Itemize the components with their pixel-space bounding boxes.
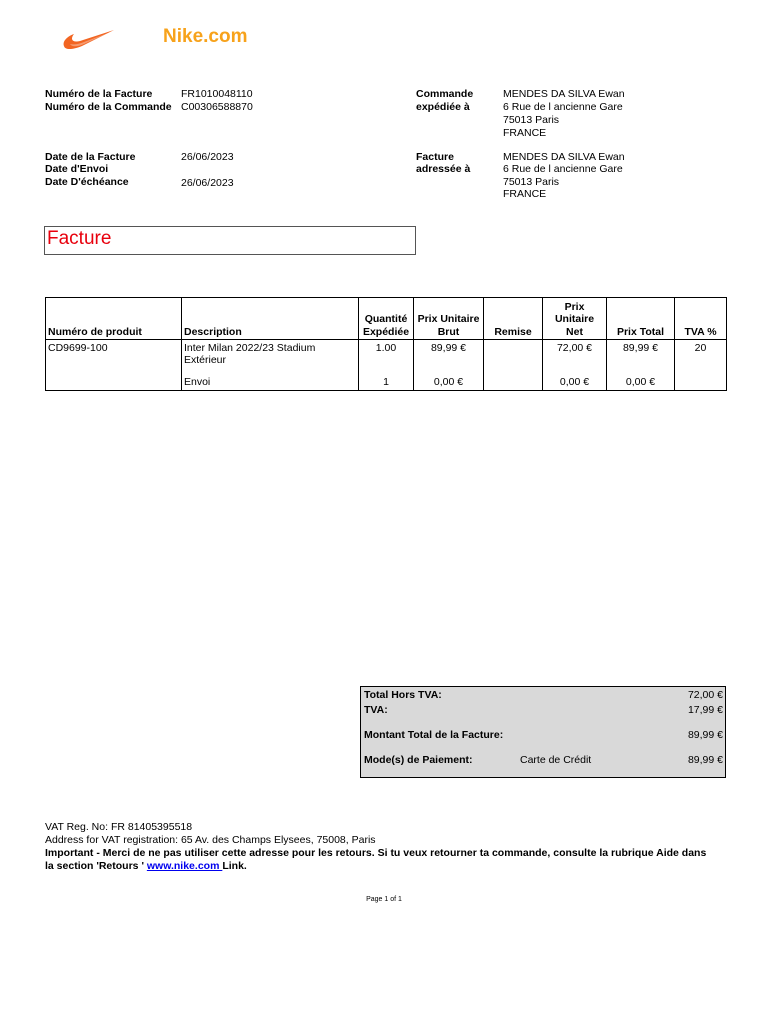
due-date: 26/06/2023 [181,177,234,189]
cell-discount [484,340,543,369]
ship-date-label: Date d'Envoi [45,163,109,175]
items-table [45,297,727,391]
tva-value: 17,99 € [687,704,723,716]
billing-city: 75013 Paris [503,176,560,188]
col-header-product: Numéro de produit [46,298,182,340]
order-number: C00306588870 [181,101,253,113]
invoice-date: 26/06/2023 [181,151,234,163]
col-header-total: Prix Total [607,298,675,340]
invoice-number-label: Numéro de la Facture [45,88,153,100]
returns-notice-line2: la section 'Retours ' www.nike.com Link. [45,860,247,872]
invoice-number: FR1010048110 [181,88,253,100]
cell-quantity: 1 [359,368,414,390]
billing-label-line1: Facture [416,151,454,163]
payment-method: Carte de Crédit [520,754,592,766]
billing-name: MENDES DA SILVA Ewan [503,151,625,163]
shipping-label-line1: Commande [416,88,474,100]
vat-address: Address for VAT registration: 65 Av. des Champs Elysees, 75008, Paris [45,834,376,846]
cell-net-price: 72,00 € [543,340,607,369]
invoice-title: Facture [47,228,112,249]
col-header-gross-price: Prix Unitaire Brut [414,298,484,340]
page-number: Page 1 of 1 [366,896,402,903]
vat-reg: VAT Reg. No: FR 81405395518 [45,821,193,833]
shipping-name: MENDES DA SILVA Ewan [503,88,625,100]
table-header-row [46,298,727,340]
cell-total: 0,00 € [607,368,675,390]
cell-vat: 20 [675,340,727,369]
shipping-city: 75013 Paris [503,114,560,126]
tva-label: TVA: [364,704,388,716]
cell-quantity: 1.00 [359,340,414,369]
table-row [46,340,727,369]
totals-box [360,686,726,778]
billing-street: 6 Rue de l ancienne Gare [503,163,623,175]
footer [45,821,745,873]
order-number-label: Numéro de la Commande [45,101,172,113]
billing-label-line2: adressée à [416,163,471,175]
nike-link[interactable]: www.nike.com [146,860,223,872]
billing-country: FRANCE [503,188,547,200]
returns-notice: Important - Merci de ne pas utiliser cette adresse pour les retours. Si tu veux retourner ta commande, consulte la rubrique Aide dans [45,847,707,859]
cell-description: Envoi [182,368,359,390]
cell-gross-price: 0,00 € [414,368,484,390]
col-header-quantity: Quantité Expédiée [359,298,414,340]
invoice-total-label: Montant Total de la Facture: [364,729,504,741]
payment-label: Mode(s) de Paiement: [364,754,473,766]
col-header-vat: TVA % [675,298,727,340]
shipping-street: 6 Rue de l ancienne Gare [503,101,623,113]
col-header-net-price: Prix Unitaire Net [543,298,607,340]
invoice-title-box [44,226,416,255]
nike-swoosh-icon [60,24,116,52]
cell-product [46,368,182,390]
col-header-description: Description [182,298,359,340]
shipping-label-line2: expédiée à [416,101,470,113]
invoice-total-value: 89,99 € [687,729,723,741]
table-row [46,368,727,390]
shipping-country: FRANCE [503,127,547,139]
cell-gross-price: 89,99 € [414,340,484,369]
brand-name: Nike.com [163,26,248,47]
cell-description: Inter Milan 2022/23 Stadium Extérieur [182,340,359,369]
cell-total: 89,99 € [607,340,675,369]
cell-vat [675,368,727,390]
total-ht-value: 72,00 € [687,689,723,701]
payment-value: 89,99 € [687,754,723,766]
total-ht-label: Total Hors TVA: [364,689,442,701]
invoice-date-label: Date de la Facture [45,151,136,163]
col-header-discount: Remise [484,298,543,340]
cell-discount [484,368,543,390]
cell-net-price: 0,00 € [543,368,607,390]
cell-product: CD9699-100 [46,340,182,369]
due-date-label: Date D'échéance [45,176,129,188]
